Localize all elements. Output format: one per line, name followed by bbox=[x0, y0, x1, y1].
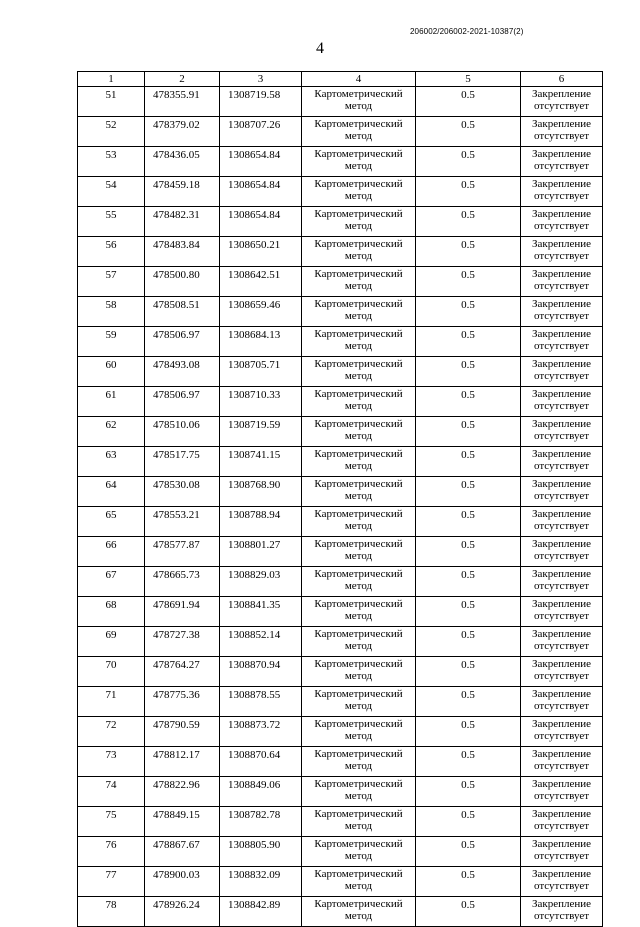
header-col-4: 4 bbox=[302, 72, 416, 87]
table-row bbox=[78, 537, 603, 567]
method-cell: Картометрический метод bbox=[302, 597, 416, 627]
method-cell: Картометрический метод bbox=[302, 447, 416, 477]
x-coordinate-cell: 478459.18 bbox=[145, 177, 220, 207]
table-row bbox=[78, 117, 603, 147]
method-cell: Картометрический метод bbox=[302, 387, 416, 417]
table-row bbox=[78, 177, 603, 207]
y-coordinate-cell: 1308801.27 bbox=[220, 537, 302, 567]
fixing-description-cell: Закрепление отсутствует bbox=[521, 657, 603, 687]
y-coordinate-cell: 1308878.55 bbox=[220, 687, 302, 717]
fixing-description-cell: Закрепление отсутствует bbox=[521, 477, 603, 507]
table-row bbox=[78, 477, 603, 507]
point-number-cell: 56 bbox=[78, 237, 145, 267]
table-row bbox=[78, 567, 603, 597]
fixing-description-cell: Закрепление отсутствует bbox=[521, 417, 603, 447]
y-coordinate-cell: 1308684.13 bbox=[220, 327, 302, 357]
x-coordinate-cell: 478775.36 bbox=[145, 687, 220, 717]
point-number-cell: 55 bbox=[78, 207, 145, 237]
point-number-cell: 51 bbox=[78, 87, 145, 117]
y-coordinate-cell: 1308642.51 bbox=[220, 267, 302, 297]
accuracy-cell: 0.5 bbox=[416, 837, 521, 867]
point-number-cell: 76 bbox=[78, 837, 145, 867]
x-coordinate-cell: 478867.67 bbox=[145, 837, 220, 867]
method-cell: Картометрический метод bbox=[302, 87, 416, 117]
method-cell: Картометрический метод bbox=[302, 807, 416, 837]
x-coordinate-cell: 478665.73 bbox=[145, 567, 220, 597]
point-number-cell: 61 bbox=[78, 387, 145, 417]
point-number-cell: 73 bbox=[78, 747, 145, 777]
x-coordinate-cell: 478355.91 bbox=[145, 87, 220, 117]
point-number-cell: 70 bbox=[78, 657, 145, 687]
x-coordinate-cell: 478483.84 bbox=[145, 237, 220, 267]
x-coordinate-cell: 478553.21 bbox=[145, 507, 220, 537]
accuracy-cell: 0.5 bbox=[416, 387, 521, 417]
method-cell: Картометрический метод bbox=[302, 237, 416, 267]
point-number-cell: 75 bbox=[78, 807, 145, 837]
table-row bbox=[78, 627, 603, 657]
table-row bbox=[78, 447, 603, 477]
x-coordinate-cell: 478822.96 bbox=[145, 777, 220, 807]
x-coordinate-cell: 478510.06 bbox=[145, 417, 220, 447]
accuracy-cell: 0.5 bbox=[416, 897, 521, 927]
point-number-cell: 69 bbox=[78, 627, 145, 657]
accuracy-cell: 0.5 bbox=[416, 237, 521, 267]
header-col-3: 3 bbox=[220, 72, 302, 87]
point-number-cell: 72 bbox=[78, 717, 145, 747]
point-number-cell: 78 bbox=[78, 897, 145, 927]
method-cell: Картометрический метод bbox=[302, 897, 416, 927]
table-row bbox=[78, 87, 603, 117]
method-cell: Картометрический метод bbox=[302, 117, 416, 147]
table-row bbox=[78, 747, 603, 777]
page-number: 4 bbox=[316, 40, 324, 57]
header-col-5: 5 bbox=[416, 72, 521, 87]
method-cell: Картометрический метод bbox=[302, 537, 416, 567]
x-coordinate-cell: 478691.94 bbox=[145, 597, 220, 627]
accuracy-cell: 0.5 bbox=[416, 87, 521, 117]
header-col-1: 1 bbox=[78, 72, 145, 87]
y-coordinate-cell: 1308788.94 bbox=[220, 507, 302, 537]
table-row bbox=[78, 507, 603, 537]
table-row bbox=[78, 267, 603, 297]
accuracy-cell: 0.5 bbox=[416, 147, 521, 177]
table-row bbox=[78, 837, 603, 867]
fixing-description-cell: Закрепление отсутствует bbox=[521, 807, 603, 837]
accuracy-cell: 0.5 bbox=[416, 417, 521, 447]
fixing-description-cell: Закрепление отсутствует bbox=[521, 537, 603, 567]
x-coordinate-cell: 478508.51 bbox=[145, 297, 220, 327]
point-number-cell: 57 bbox=[78, 267, 145, 297]
method-cell: Картометрический метод bbox=[302, 177, 416, 207]
table-body bbox=[78, 87, 603, 927]
method-cell: Картометрический метод bbox=[302, 147, 416, 177]
accuracy-cell: 0.5 bbox=[416, 267, 521, 297]
x-coordinate-cell: 478506.97 bbox=[145, 327, 220, 357]
y-coordinate-cell: 1308654.84 bbox=[220, 147, 302, 177]
point-number-cell: 66 bbox=[78, 537, 145, 567]
fixing-description-cell: Закрепление отсутствует bbox=[521, 87, 603, 117]
point-number-cell: 53 bbox=[78, 147, 145, 177]
x-coordinate-cell: 478517.75 bbox=[145, 447, 220, 477]
x-coordinate-cell: 478379.02 bbox=[145, 117, 220, 147]
table-row bbox=[78, 897, 603, 927]
method-cell: Картометрический метод bbox=[302, 777, 416, 807]
method-cell: Картометрический метод bbox=[302, 477, 416, 507]
point-number-cell: 68 bbox=[78, 597, 145, 627]
method-cell: Картометрический метод bbox=[302, 357, 416, 387]
y-coordinate-cell: 1308873.72 bbox=[220, 717, 302, 747]
x-coordinate-cell: 478530.08 bbox=[145, 477, 220, 507]
table-header-row bbox=[78, 72, 603, 87]
fixing-description-cell: Закрепление отсутствует bbox=[521, 207, 603, 237]
table-row bbox=[78, 207, 603, 237]
x-coordinate-cell: 478506.97 bbox=[145, 387, 220, 417]
accuracy-cell: 0.5 bbox=[416, 867, 521, 897]
header-col-2: 2 bbox=[145, 72, 220, 87]
table-row bbox=[78, 237, 603, 267]
y-coordinate-cell: 1308768.90 bbox=[220, 477, 302, 507]
table-row bbox=[78, 687, 603, 717]
fixing-description-cell: Закрепление отсутствует bbox=[521, 567, 603, 597]
point-number-cell: 67 bbox=[78, 567, 145, 597]
fixing-description-cell: Закрепление отсутствует bbox=[521, 597, 603, 627]
y-coordinate-cell: 1308782.78 bbox=[220, 807, 302, 837]
x-coordinate-cell: 478577.87 bbox=[145, 537, 220, 567]
method-cell: Картометрический метод bbox=[302, 417, 416, 447]
table-row bbox=[78, 717, 603, 747]
table-row bbox=[78, 417, 603, 447]
table-row bbox=[78, 657, 603, 687]
y-coordinate-cell: 1308832.09 bbox=[220, 867, 302, 897]
accuracy-cell: 0.5 bbox=[416, 627, 521, 657]
accuracy-cell: 0.5 bbox=[416, 537, 521, 567]
accuracy-cell: 0.5 bbox=[416, 117, 521, 147]
fixing-description-cell: Закрепление отсутствует bbox=[521, 447, 603, 477]
y-coordinate-cell: 1308741.15 bbox=[220, 447, 302, 477]
point-number-cell: 54 bbox=[78, 177, 145, 207]
table-row bbox=[78, 777, 603, 807]
accuracy-cell: 0.5 bbox=[416, 657, 521, 687]
method-cell: Картометрический метод bbox=[302, 717, 416, 747]
method-cell: Картометрический метод bbox=[302, 297, 416, 327]
fixing-description-cell: Закрепление отсутствует bbox=[521, 267, 603, 297]
fixing-description-cell: Закрепление отсутствует bbox=[521, 627, 603, 657]
y-coordinate-cell: 1308870.94 bbox=[220, 657, 302, 687]
y-coordinate-cell: 1308841.35 bbox=[220, 597, 302, 627]
point-number-cell: 58 bbox=[78, 297, 145, 327]
point-number-cell: 65 bbox=[78, 507, 145, 537]
fixing-description-cell: Закрепление отсутствует bbox=[521, 837, 603, 867]
y-coordinate-cell: 1308710.33 bbox=[220, 387, 302, 417]
header-col-6: 6 bbox=[521, 72, 603, 87]
x-coordinate-cell: 478812.17 bbox=[145, 747, 220, 777]
fixing-description-cell: Закрепление отсутствует bbox=[521, 507, 603, 537]
table-row bbox=[78, 327, 603, 357]
fixing-description-cell: Закрепление отсутствует bbox=[521, 147, 603, 177]
method-cell: Картометрический метод bbox=[302, 567, 416, 597]
point-number-cell: 74 bbox=[78, 777, 145, 807]
y-coordinate-cell: 1308805.90 bbox=[220, 837, 302, 867]
point-number-cell: 63 bbox=[78, 447, 145, 477]
y-coordinate-cell: 1308852.14 bbox=[220, 627, 302, 657]
x-coordinate-cell: 478790.59 bbox=[145, 717, 220, 747]
point-number-cell: 60 bbox=[78, 357, 145, 387]
accuracy-cell: 0.5 bbox=[416, 567, 521, 597]
accuracy-cell: 0.5 bbox=[416, 807, 521, 837]
x-coordinate-cell: 478500.80 bbox=[145, 267, 220, 297]
table-row bbox=[78, 297, 603, 327]
table-row bbox=[78, 807, 603, 837]
fixing-description-cell: Закрепление отсутствует bbox=[521, 777, 603, 807]
accuracy-cell: 0.5 bbox=[416, 207, 521, 237]
coordinates-table bbox=[77, 71, 603, 927]
method-cell: Картометрический метод bbox=[302, 837, 416, 867]
fixing-description-cell: Закрепление отсутствует bbox=[521, 177, 603, 207]
fixing-description-cell: Закрепление отсутствует bbox=[521, 387, 603, 417]
point-number-cell: 59 bbox=[78, 327, 145, 357]
table-row bbox=[78, 357, 603, 387]
point-number-cell: 52 bbox=[78, 117, 145, 147]
accuracy-cell: 0.5 bbox=[416, 687, 521, 717]
point-number-cell: 71 bbox=[78, 687, 145, 717]
y-coordinate-cell: 1308707.26 bbox=[220, 117, 302, 147]
fixing-description-cell: Закрепление отсутствует bbox=[521, 687, 603, 717]
y-coordinate-cell: 1308719.58 bbox=[220, 87, 302, 117]
method-cell: Картометрический метод bbox=[302, 207, 416, 237]
y-coordinate-cell: 1308829.03 bbox=[220, 567, 302, 597]
fixing-description-cell: Закрепление отсутствует bbox=[521, 297, 603, 327]
table-row bbox=[78, 147, 603, 177]
table-row bbox=[78, 387, 603, 417]
x-coordinate-cell: 478493.08 bbox=[145, 357, 220, 387]
document-number: 206002/206002-2021-10387(2) bbox=[410, 27, 524, 36]
fixing-description-cell: Закрепление отсутствует bbox=[521, 327, 603, 357]
accuracy-cell: 0.5 bbox=[416, 447, 521, 477]
point-number-cell: 64 bbox=[78, 477, 145, 507]
y-coordinate-cell: 1308650.21 bbox=[220, 237, 302, 267]
table-row bbox=[78, 867, 603, 897]
fixing-description-cell: Закрепление отсутствует bbox=[521, 747, 603, 777]
method-cell: Картометрический метод bbox=[302, 627, 416, 657]
method-cell: Картометрический метод bbox=[302, 657, 416, 687]
fixing-description-cell: Закрепление отсутствует bbox=[521, 867, 603, 897]
accuracy-cell: 0.5 bbox=[416, 327, 521, 357]
method-cell: Картометрический метод bbox=[302, 687, 416, 717]
y-coordinate-cell: 1308654.84 bbox=[220, 177, 302, 207]
x-coordinate-cell: 478436.05 bbox=[145, 147, 220, 177]
accuracy-cell: 0.5 bbox=[416, 507, 521, 537]
point-number-cell: 77 bbox=[78, 867, 145, 897]
y-coordinate-cell: 1308654.84 bbox=[220, 207, 302, 237]
method-cell: Картометрический метод bbox=[302, 747, 416, 777]
accuracy-cell: 0.5 bbox=[416, 357, 521, 387]
y-coordinate-cell: 1308719.59 bbox=[220, 417, 302, 447]
x-coordinate-cell: 478727.38 bbox=[145, 627, 220, 657]
fixing-description-cell: Закрепление отсутствует bbox=[521, 897, 603, 927]
fixing-description-cell: Закрепление отсутствует bbox=[521, 237, 603, 267]
accuracy-cell: 0.5 bbox=[416, 177, 521, 207]
accuracy-cell: 0.5 bbox=[416, 717, 521, 747]
accuracy-cell: 0.5 bbox=[416, 297, 521, 327]
fixing-description-cell: Закрепление отсутствует bbox=[521, 117, 603, 147]
y-coordinate-cell: 1308849.06 bbox=[220, 777, 302, 807]
accuracy-cell: 0.5 bbox=[416, 747, 521, 777]
y-coordinate-cell: 1308870.64 bbox=[220, 747, 302, 777]
table-row bbox=[78, 597, 603, 627]
x-coordinate-cell: 478900.03 bbox=[145, 867, 220, 897]
fixing-description-cell: Закрепление отсутствует bbox=[521, 717, 603, 747]
method-cell: Картометрический метод bbox=[302, 867, 416, 897]
method-cell: Картометрический метод bbox=[302, 267, 416, 297]
method-cell: Картометрический метод bbox=[302, 507, 416, 537]
y-coordinate-cell: 1308705.71 bbox=[220, 357, 302, 387]
y-coordinate-cell: 1308842.89 bbox=[220, 897, 302, 927]
accuracy-cell: 0.5 bbox=[416, 477, 521, 507]
x-coordinate-cell: 478926.24 bbox=[145, 897, 220, 927]
fixing-description-cell: Закрепление отсутствует bbox=[521, 357, 603, 387]
method-cell: Картометрический метод bbox=[302, 327, 416, 357]
y-coordinate-cell: 1308659.46 bbox=[220, 297, 302, 327]
accuracy-cell: 0.5 bbox=[416, 597, 521, 627]
accuracy-cell: 0.5 bbox=[416, 777, 521, 807]
x-coordinate-cell: 478482.31 bbox=[145, 207, 220, 237]
point-number-cell: 62 bbox=[78, 417, 145, 447]
x-coordinate-cell: 478764.27 bbox=[145, 657, 220, 687]
x-coordinate-cell: 478849.15 bbox=[145, 807, 220, 837]
